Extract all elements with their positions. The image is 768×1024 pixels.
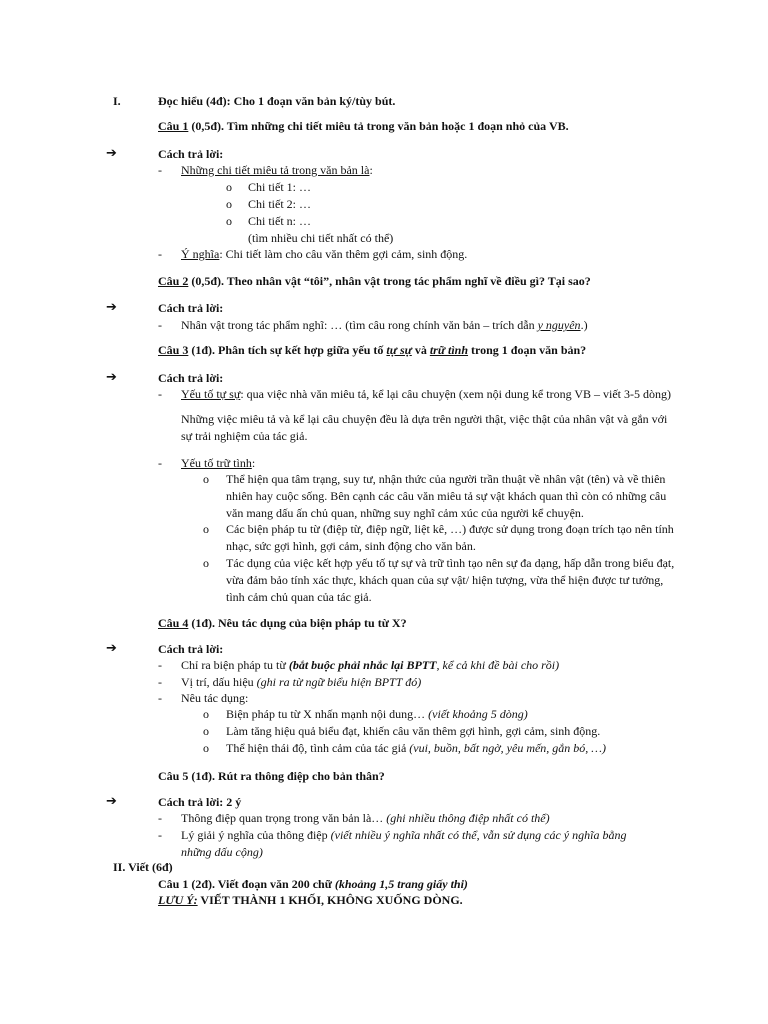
dash-bullet: - bbox=[158, 811, 162, 825]
part2-title: II. Viết (6đ) bbox=[113, 860, 173, 874]
q4-bullet-position-text: Vị trí, dấu hiệu bbox=[181, 675, 257, 689]
q5-bullet-message-text: Thông điệp quan trọng trong văn bản là… bbox=[181, 811, 387, 825]
answer-heading-2: Cách trả lời: bbox=[158, 301, 224, 315]
q1-note: (tìm nhiều chi tiết nhất có thể) bbox=[248, 231, 394, 245]
q1-sub-item: Chi tiết 2: … bbox=[248, 197, 311, 211]
q4-bullet-effect: Nêu tác dụng: bbox=[181, 691, 249, 705]
question-5: Câu 5 (1đ). Rút ra thông điệp cho bản thân? bbox=[158, 769, 385, 783]
q4-bullet-identify bbox=[181, 657, 559, 674]
q3-bullet-lyric-colon: : bbox=[251, 456, 256, 470]
arrow-icon: ➔ bbox=[106, 641, 117, 656]
q3-paragraph: Những việc miêu tả và kể lại câu chuyện đều là dựa trên người thật, việc thật của nhân vật và gắn với sự trải nghiệm của tác giả. bbox=[181, 412, 668, 443]
question-4-text: (1đ). Nêu tác dụng của biện pháp tu từ X? bbox=[188, 616, 407, 630]
q2-bullet bbox=[181, 317, 588, 334]
answer-heading-4: Cách trả lời: bbox=[158, 642, 224, 656]
circle-bullet: o bbox=[226, 197, 232, 211]
question-2-text: (0,5đ). Theo nhân vật “tôi”, nhân vật trong tác phẩm nghĩ về điều gì? Tại sao? bbox=[188, 274, 591, 288]
dash-bullet: - bbox=[158, 658, 162, 672]
arrow-icon: ➔ bbox=[106, 146, 117, 161]
q5-bullet-message bbox=[181, 810, 550, 827]
question-3-term-1: tự sự bbox=[386, 343, 412, 357]
q4-sub-item bbox=[226, 740, 606, 757]
circle-bullet: o bbox=[226, 180, 232, 194]
q4-sub-item-note: (vui, buồn, bất ngờ, yêu mến, gắn bó, …) bbox=[409, 741, 606, 755]
dash-bullet: - bbox=[158, 456, 162, 470]
q4-sub-item: Làm tăng hiệu quả biểu đạt, khiến câu văn thêm gợi hình, gợi cảm, sinh động. bbox=[226, 724, 601, 738]
question-3-term-2: trữ tình bbox=[429, 343, 469, 357]
q3-sub-item: Tác dụng của việc kết hợp yếu tố tự sự và trữ tình tạo nên sự đa dạng, hấp dẫn trong biểu đạt, vừa đảm bảo tính xác thực, khách quan của sự vật/ hiện tượng, vừa thể hiện được tư tưởng, tình cảm chủ quan của tác giả. bbox=[226, 556, 675, 604]
circle-bullet: o bbox=[203, 556, 209, 570]
dash-bullet: - bbox=[158, 163, 162, 177]
q2-bullet-text: Nhân vật trong tác phẩm nghĩ: … (tìm câu rong chính văn bản – trích dẫn bbox=[181, 318, 538, 332]
question-4-label: Câu 4 bbox=[158, 616, 189, 630]
circle-bullet: o bbox=[203, 707, 209, 721]
question-1-label: Câu 1 bbox=[158, 119, 189, 133]
part2-question-1 bbox=[158, 876, 468, 893]
q4-bullet-identify-text: Chỉ ra biện pháp tu từ bbox=[181, 658, 289, 672]
q3-bullet-lyric bbox=[181, 455, 255, 472]
q1-sub-item: Chi tiết 1: … bbox=[248, 180, 311, 194]
circle-bullet: o bbox=[203, 741, 209, 755]
q5-bullet-explain-text: Lý giải ý nghĩa của thông điệp bbox=[181, 828, 331, 842]
q4-bullet-position bbox=[181, 674, 421, 691]
q4-bullet-position-note: (ghi ra từ ngữ biểu hiện BPTT đó) bbox=[256, 675, 422, 689]
dash-bullet: - bbox=[158, 828, 162, 842]
q3-bullet-narrative-text: : qua việc nhà văn miêu tả, kể lại câu chuyện (xem nội dung kể trong VB – viết 3-5 dòng) bbox=[240, 387, 672, 401]
question-3-label: Câu 3 bbox=[158, 343, 189, 357]
dash-bullet: - bbox=[158, 691, 162, 705]
arrow-icon: ➔ bbox=[106, 370, 117, 385]
q2-bullet-emphasis: y nguyên bbox=[537, 318, 581, 332]
q5-bullet-explain bbox=[181, 827, 659, 861]
answer-heading-5: Cách trả lời: 2 ý bbox=[158, 795, 242, 809]
circle-bullet: o bbox=[203, 724, 209, 738]
question-3 bbox=[158, 342, 586, 359]
dash-bullet: - bbox=[158, 387, 162, 401]
q3-bullet-narrative bbox=[181, 386, 671, 403]
q1-bullet-meaning bbox=[181, 246, 467, 263]
q4-sub-item-text: Thể hiện thái độ, tình cảm của tác giả bbox=[226, 741, 410, 755]
question-2-label: Câu 2 bbox=[158, 274, 189, 288]
q3-bullet-narrative-label: Yếu tố tự sự bbox=[181, 387, 241, 401]
question-3-text-a: (1đ). Phân tích sự kết hợp giữa yếu tố bbox=[188, 343, 387, 357]
part1-number: I. bbox=[113, 94, 121, 108]
q4-sub-item-note: (viết khoảng 5 dòng) bbox=[428, 707, 528, 721]
question-3-text-c: trong 1 đoạn văn bản? bbox=[468, 343, 587, 357]
question-3-text-b: và bbox=[411, 343, 430, 357]
q1-bullet-details-colon: : bbox=[369, 163, 373, 177]
dash-bullet: - bbox=[158, 675, 162, 689]
circle-bullet: o bbox=[203, 472, 209, 486]
dash-bullet: - bbox=[158, 318, 162, 332]
q1-bullet-meaning-text: : Chi tiết làm cho câu văn thêm gợi cảm, sinh động. bbox=[219, 247, 468, 261]
part2-note-text: VIẾT THÀNH 1 KHỐI, KHÔNG XUỐNG DÒNG. bbox=[197, 893, 463, 907]
arrow-icon: ➔ bbox=[106, 300, 117, 315]
q1-bullet-details bbox=[181, 162, 373, 179]
q4-sub-item bbox=[226, 706, 528, 723]
part2-note-label: LƯU Ý: bbox=[158, 893, 198, 907]
q2-bullet-end: .) bbox=[580, 318, 588, 332]
q4-bullet-identify-note: , kể cả khi đề bài cho rồi) bbox=[436, 658, 560, 672]
part1-title: Đọc hiểu (4đ): Cho 1 đoạn văn bản ký/tùy bút. bbox=[158, 94, 396, 108]
circle-bullet: o bbox=[203, 522, 209, 536]
answer-heading-1: Cách trả lời: bbox=[158, 147, 224, 161]
part2-note bbox=[158, 892, 463, 909]
question-2 bbox=[158, 273, 591, 290]
q4-sub-item-text: Biện pháp tu từ X nhấn mạnh nội dung… bbox=[226, 707, 429, 721]
circle-bullet: o bbox=[226, 214, 232, 228]
part2-question-1-note: (khoảng 1,5 trang giấy thi) bbox=[334, 877, 468, 891]
q3-bullet-lyric-label: Yếu tố trữ tình bbox=[181, 456, 252, 470]
question-4 bbox=[158, 615, 407, 632]
q1-bullet-meaning-label: Ý nghĩa bbox=[181, 247, 220, 261]
part2-question-1-text: Câu 1 (2đ). Viết đoạn văn 200 chữ bbox=[158, 877, 335, 891]
question-1-text: (0,5đ). Tìm những chi tiết miêu tả trong văn bản hoặc 1 đoạn nhỏ của VB. bbox=[188, 119, 569, 133]
q4-bullet-identify-emphasis: (bắt buộc phải nhắc lại BPTT bbox=[288, 658, 437, 672]
answer-heading-3: Cách trả lời: bbox=[158, 371, 224, 385]
q5-bullet-explain-note: (viết nhiều ý nghĩa nhất có thể, vẫn sử dụng các ý nghĩa bằng những dấu cộng) bbox=[181, 828, 627, 859]
q1-sub-item: Chi tiết n: … bbox=[248, 214, 311, 228]
dash-bullet: - bbox=[158, 247, 162, 261]
q1-bullet-details-text: Những chi tiết miêu tả trong văn bản là bbox=[181, 163, 370, 177]
question-1 bbox=[158, 118, 569, 135]
arrow-icon: ➔ bbox=[106, 794, 117, 809]
q3-sub-item: Các biện pháp tu từ (điệp từ, điệp ngữ, liệt kê, …) được sử dụng trong đoạn trích tạo nên tính nhạc, sức gợi hình, gợi cảm, sinh động cho văn bản. bbox=[226, 522, 674, 553]
q3-sub-item: Thể hiện qua tâm trạng, suy tư, nhận thức của người trần thuật về nhân vật (tên) và về thiên nhiên hay cuộc sống. Bên cạnh các câu văn miêu tả sự vật khách quan thì còn có những câu văn mang dấu ấn chủ quan, những suy nghĩ cảm xúc của người kể chuyện. bbox=[226, 472, 667, 520]
q5-bullet-message-note: (ghi nhiều thông điệp nhất có thể) bbox=[386, 811, 550, 825]
